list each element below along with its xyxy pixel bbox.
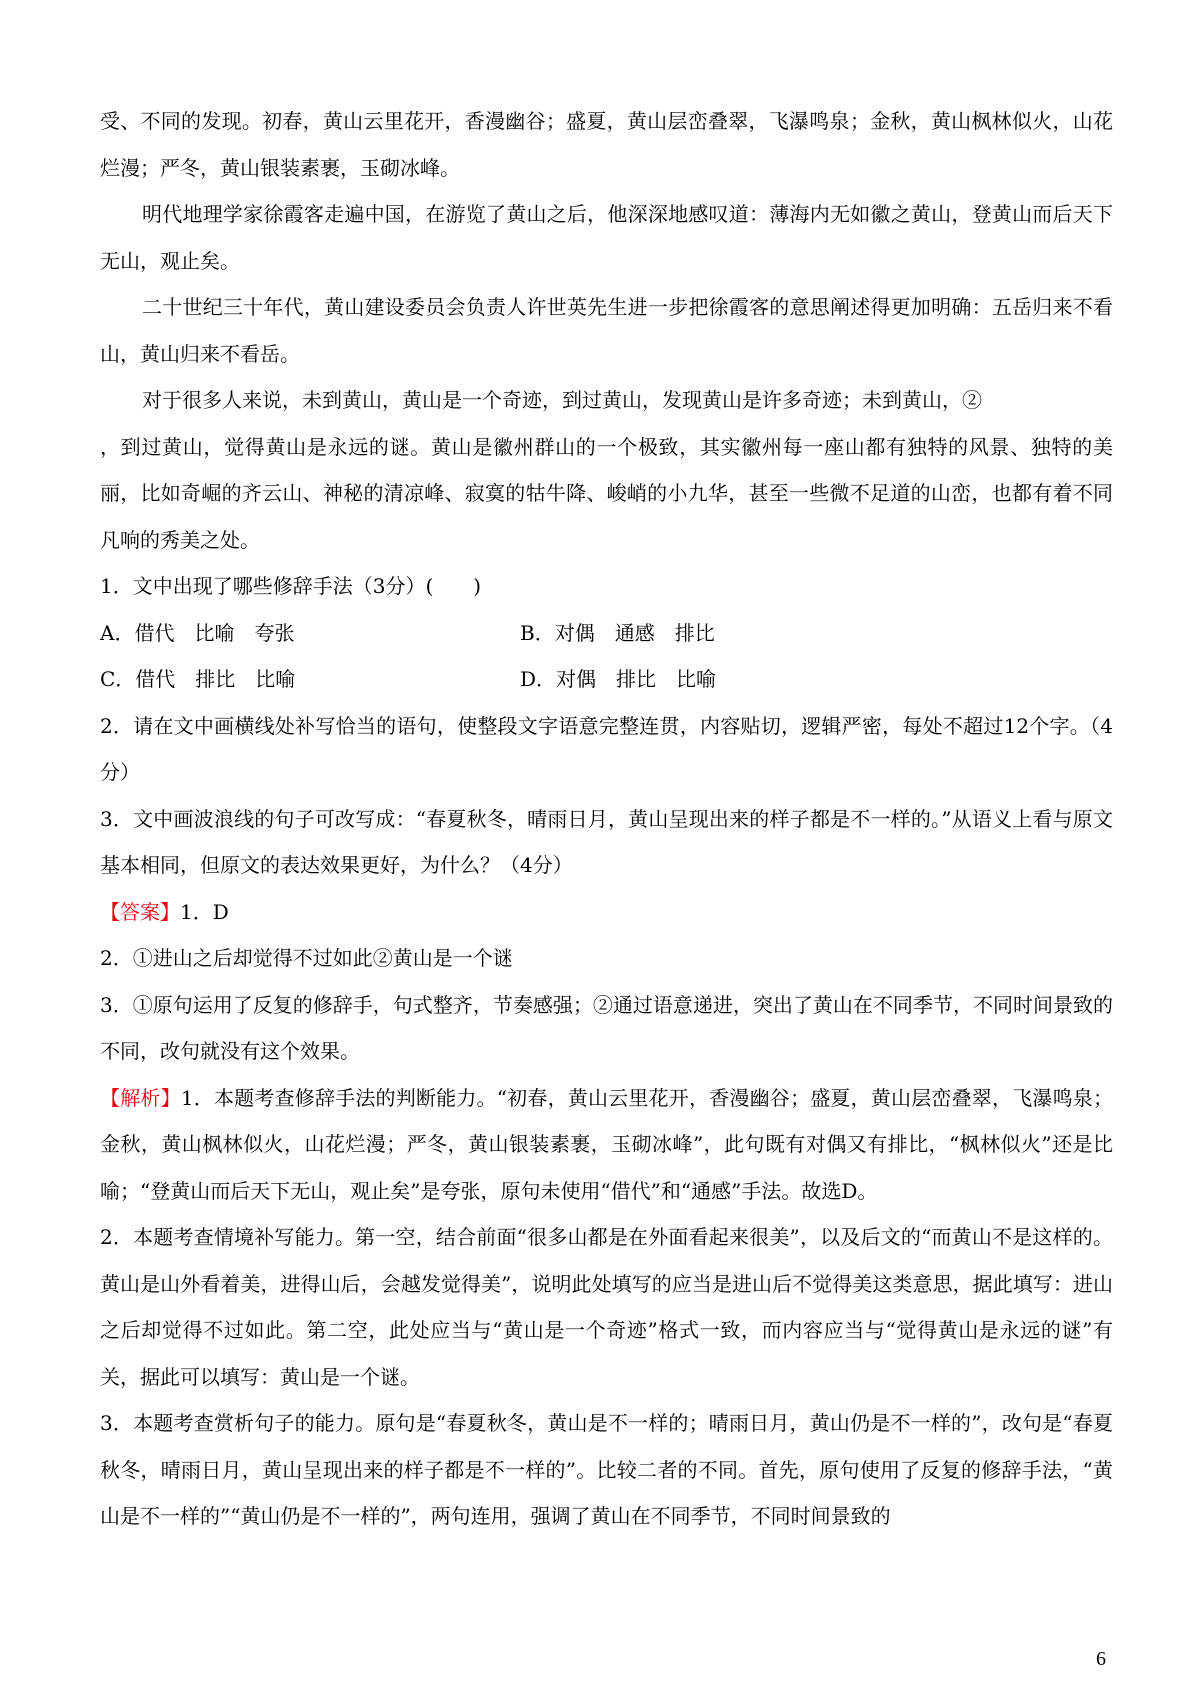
analysis-3: 3．本题考查赏析句子的能力。原句是“春夏秋冬，黄山是不一样的；晴雨日月，黄山仍是不一样的”，改句是“春夏秋冬，晴雨日月，黄山呈现出来的样子都是不一样的”。比较二者的不同。首先，原句使用了反复的修辞手法，“黄山是不一样的”“黄山仍是不一样的”，两句连用，强调了黄山在不同季节，不同时间景致的 [100, 1411, 1113, 1528]
answer-1-text: 1．D [180, 899, 229, 924]
passage-paragraph-4-rest: ，到过黄山，觉得黄山是永远的谜。黄山是徽州群山的一个极致，其实徽州每一座山都有独特的风景、独特的美丽，比如奇崛的齐云山、神秘的清凉峰、寂寞的牯牛降、峻峭的小九华，甚至一些微不足道的山峦，也都有着不同凡响的秀美之处。 [100, 434, 1113, 552]
options-row-1 [100, 610, 1113, 657]
analysis-1 [100, 1075, 1113, 1215]
option-a: A．借代 比喻 夸张 [100, 620, 295, 645]
passage-paragraph-2: 明代地理学家徐霞客走遍中国，在游览了黄山之后，他深深地感叹道：薄海内无如徽之黄山，登黄山而后天下无山，观止矣。 [100, 202, 1113, 273]
answer-label: 【答案】 [100, 899, 180, 924]
passage-paragraph-3: 二十世纪三十年代，黄山建设委员会负责人许世英先生进一步把徐霞客的意思阐述得更加明确：五岳归来不看山，黄山归来不看岳。 [100, 295, 1113, 366]
page-number: 6 [1096, 1648, 1106, 1670]
option-d: D．对偶 排比 比喻 [520, 667, 717, 691]
options-row-2 [100, 656, 1113, 703]
question-1: 1．文中出现了哪些修辞手法（3分）( ) [100, 574, 482, 598]
question-2: 2．请在文中画横线处补写恰当的语句，使整段文字语意完整连贯，内容贴切，逻辑严密，每处不超过12个字。（4分） [100, 713, 1113, 784]
answer-1 [100, 889, 1113, 936]
passage-paragraph-4-line-1: 对于很多人来说，未到黄山，黄山是一个奇迹，到过黄山，发现黄山是许多奇迹；未到黄山，② [142, 388, 982, 412]
document-page [100, 98, 1113, 1540]
analysis-2: 2．本题考查情境补写能力。第一空，结合前面“很多山都是在外面看起来很美”，以及后文的“而黄山不是这样的。黄山是山外看着美，进得山后，会越发觉得美”，说明此处填写的应当是进山后不觉得美这类意思，据此填写：进山之后却觉得不过如此。第二空，此处应当与“黄山是一个奇迹”格式一致，而内容应当与“觉得黄山是永远的谜”有关，据此可以填写：黄山是一个谜。 [100, 1225, 1113, 1389]
analysis-1-text: 1．本题考查修辞手法的判断能力。“初春，黄山云里花开，香漫幽谷；盛夏，黄山层峦叠翠，飞瀑鸣泉；金秋，黄山枫林似火，山花烂漫；严冬，黄山银装素裹，玉砌冰峰”，此句既有对偶又有排比，“枫林似火”还是比喻；“登黄山而后天下无山，观止矣”是夸张，原句未使用“借代”和“通感”手法。故选D。 [100, 1085, 1114, 1203]
question-3: 3．文中画波浪线的句子可改写成：“春夏秋冬，晴雨日月，黄山呈现出来的样子都是不一样的。”从语义上看与原文基本相同，但原文的表达效果更好，为什么？（4分） [100, 806, 1113, 877]
answer-2: 2．①进山之后却觉得不过如此②黄山是一个谜 [100, 946, 513, 970]
passage-paragraph-1: 受、不同的发现。初春，黄山云里花开，香漫幽谷；盛夏，黄山层峦叠翠，飞瀑鸣泉；金秋，黄山枫林似火，山花烂漫；严冬，黄山银装素裹，玉砌冰峰。 [100, 109, 1113, 180]
analysis-label: 【解析】 [100, 1085, 181, 1110]
answer-3: 3．①原句运用了反复的修辞手，句式整齐，节奏感强；②通过语意递进，突出了黄山在不同季节，不同时间景致的不同，改句就没有这个效果。 [100, 992, 1113, 1063]
option-b: B．对偶 通感 排比 [520, 620, 715, 645]
option-c: C．借代 排比 比喻 [100, 667, 296, 691]
